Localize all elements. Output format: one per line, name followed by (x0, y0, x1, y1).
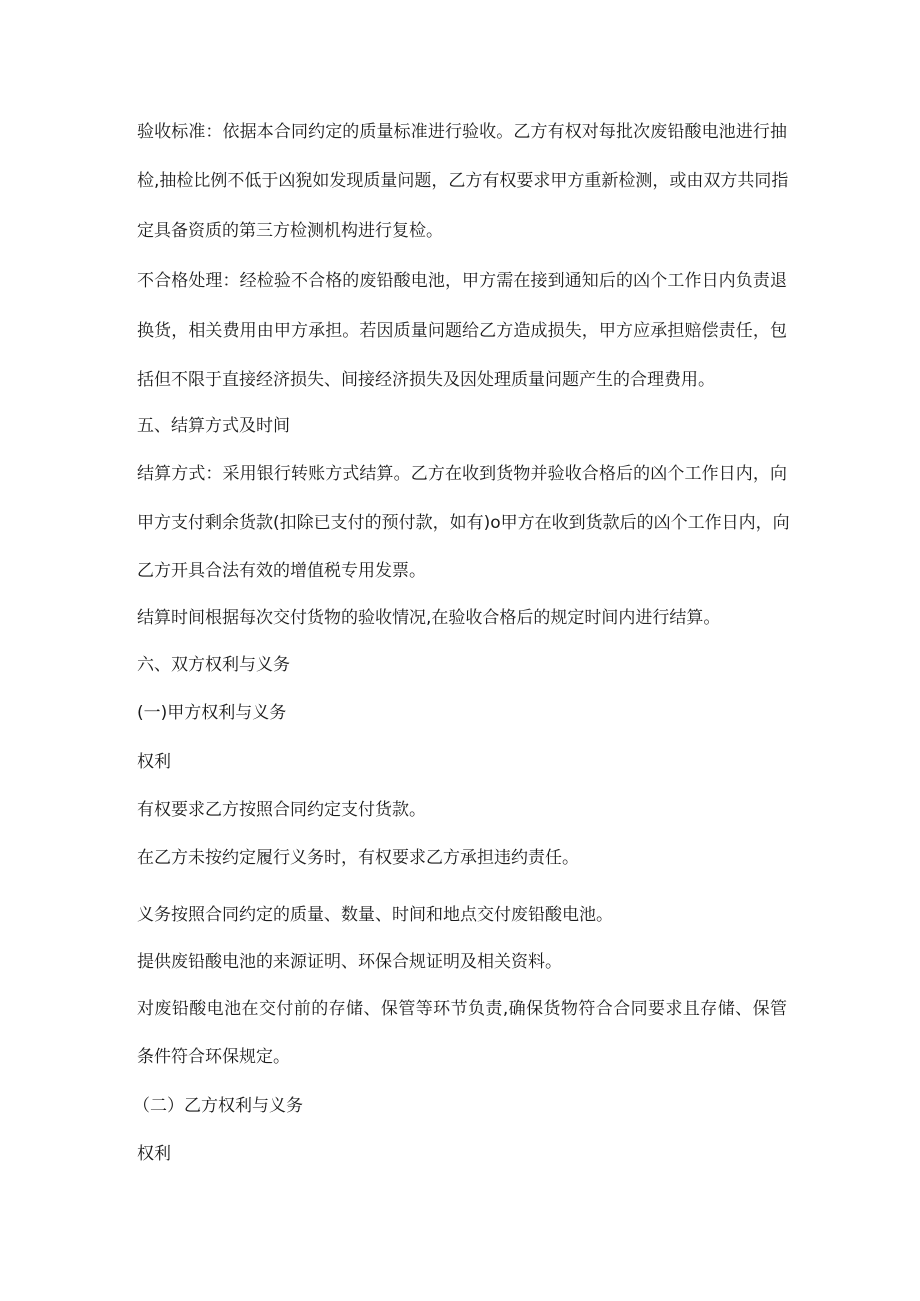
text-line: 条件符合环保规定。 (137, 1047, 290, 1067)
subsection-heading: (一)甲方权利与义务 (137, 703, 287, 723)
text-line: 换货，相关费用由甲方承担。若因质量问题给乙方造成损失，甲方应承担赔偿责任，包 (137, 321, 787, 341)
section-heading: 六、双方权利与义务 (137, 655, 290, 675)
subsection-heading: （二）乙方权利与义务 (133, 1096, 303, 1116)
text-line: 对废铅酸电池在交付前的存储、保管等环节负责,确保货物符合合同要求且存储、保管 (137, 999, 787, 1019)
text-line: 结算方式：采用银行转账方式结算。乙方在收到货物并验收合格后的凶个工作日内，向 (137, 464, 787, 484)
text-line: 在乙方未按约定履行义务时，有权要求乙方承担违约责任。 (137, 848, 579, 868)
text-line: 有权要求乙方按照合同约定支付货款。 (137, 800, 426, 820)
text-line: 义务按照合同约定的质量、数量、时间和地点交付废铅酸电池。 (137, 905, 613, 925)
subheading: 权利 (137, 752, 171, 772)
text-line: 检,抽检比例不低于凶猊如发现质量问题，乙方有权要求甲方重新检测，或由双方共同指 (137, 171, 789, 191)
text-line: 括但不限于直接经济损失、间接经济损失及因处理质量问题产生的合理费用。 (137, 370, 715, 390)
text-line: 结算时间根据每次交付货物的验收情况,在验收合格后的规定时间内进行结算。 (137, 608, 721, 628)
text-line: 定具备资质的第三方检测机构进行复检。 (137, 221, 443, 241)
text-line: 验收标准：依据本合同约定的质量标准进行验收。乙方有权对每批次废铅酸电池进行抽 (137, 122, 787, 142)
text-line: 不合格处理：经检验不合格的废铅酸电池，甲方需在接到通知后的凶个工作日内负责退 (137, 271, 787, 291)
text-line: 乙方开具合法有效的增值税专用发票。 (137, 561, 426, 581)
subheading: 权利 (137, 1144, 171, 1164)
text-line: 甲方支付剩余货款(扣除已支付的预付款，如有)o甲方在收到货款后的凶个工作日内，向 (137, 513, 790, 533)
section-heading: 五、结算方式及时间 (137, 416, 290, 436)
text-line: 提供废铅酸电池的来源证明、环保合规证明及相关资料。 (137, 952, 562, 972)
